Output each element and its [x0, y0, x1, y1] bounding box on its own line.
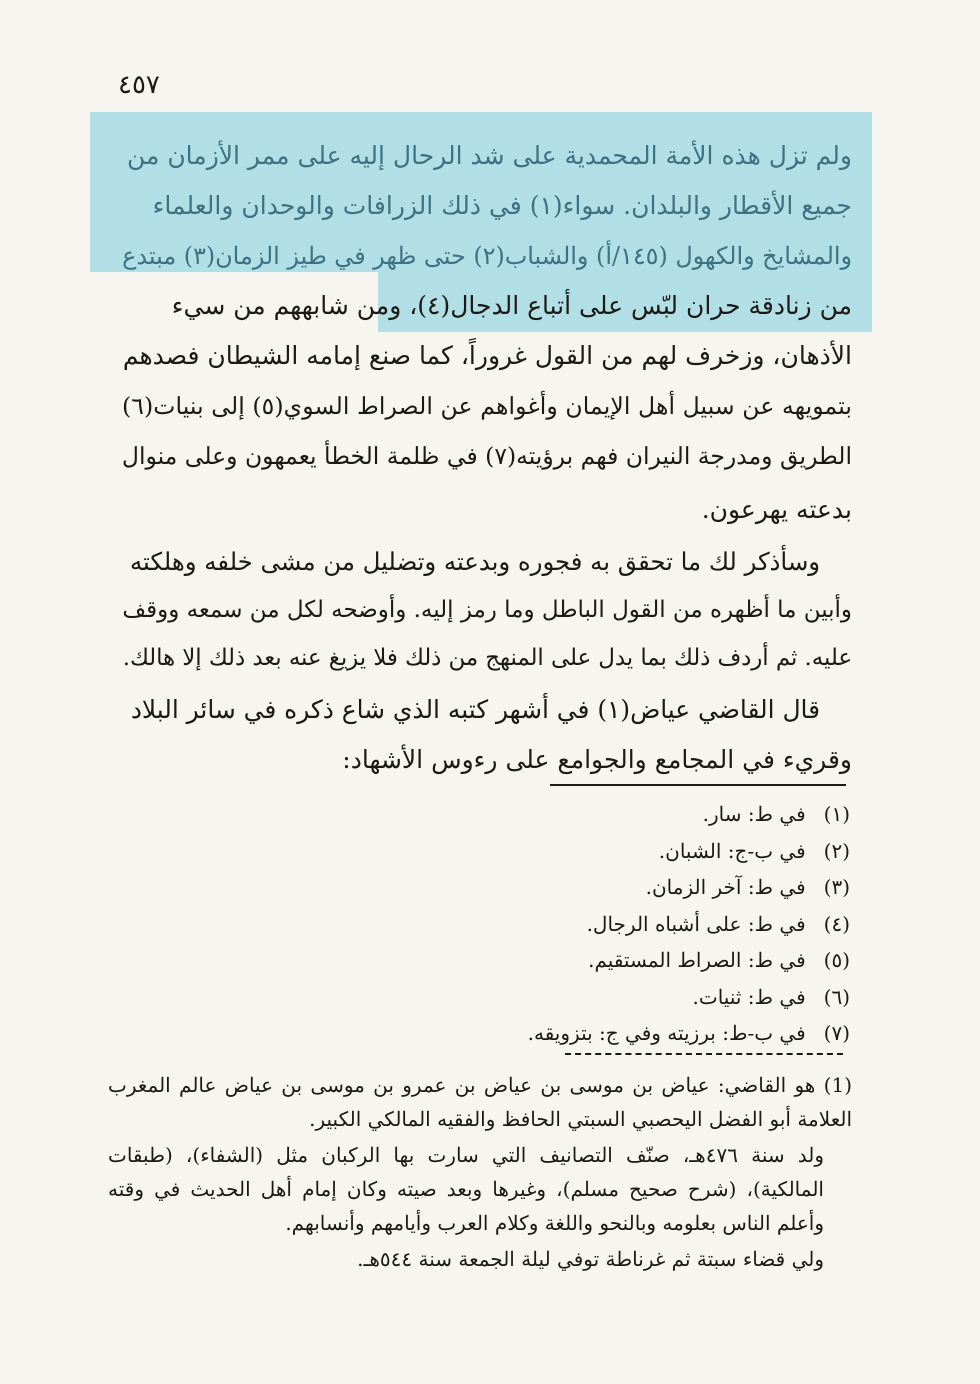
footnote-number: (٧) — [823, 1021, 850, 1045]
footnote-list — [430, 796, 850, 1052]
body-line: الأذهان، وزخرف لهم من القول غروراً، كما صنع إمامه الشيطان فصدهم — [122, 341, 852, 370]
body-line: وأبين ما أظهره من القول الباطل وما رمز إليه. وأوضحه لكل من سمعه ووقف — [122, 597, 852, 623]
footnote-item — [430, 869, 850, 906]
footnote-divider — [565, 1053, 843, 1055]
footnote-item — [430, 1015, 850, 1052]
footnote-number: (٢) — [823, 838, 850, 863]
body-line: بتمويهه عن سبيل أهل الإيمان وأغواهم عن الصراط السوي(٥) إلى بنيات(٦) — [121, 392, 852, 420]
footnote-number: (٤) — [823, 911, 850, 936]
page-number: ٤٥٧ — [118, 70, 160, 100]
footnote-item — [430, 906, 850, 943]
footnote-text: في ط: آخر الزمان. — [645, 875, 806, 899]
bio-paragraph: ولي قضاء سبتة ثم غرناطة توفي ليلة الجمعة سنة ٥٤٤هـ. — [357, 1247, 824, 1271]
footnote-number: (٥) — [823, 948, 850, 972]
footnote-item — [430, 833, 850, 870]
footnote-number: (٣) — [823, 875, 850, 899]
biography-note — [108, 1068, 852, 1278]
body-line: وقريء في المجامع والجوامع على رءوس الأشهاد: — [342, 745, 852, 774]
footnote-item — [430, 796, 850, 833]
quote-underline — [550, 784, 846, 786]
body-line: قال القاضي عياض(١) في أشهر كتبه الذي شاع ذكره في سائر البلاد — [130, 695, 820, 724]
body-line: ولم تزل هذه الأمة المحمدية على شد الرحال إليه على ممر الأزمان من — [126, 141, 852, 170]
footnote-number: (٦) — [823, 984, 850, 1009]
footnote-number: (١) — [823, 802, 850, 826]
footnote-item — [430, 979, 850, 1016]
bio-paragraph: ولد سنة ٤٧٦هـ، صنّف التصانيف التي سارت بها الركبان مثل (الشفاء)، (طبقات المالكية)، (شرح صحيح مسلم)، وغيرها وبعد صيته وكان إمام أهل الحديث في وقته وأعلم الناس بعلومه وبالنحو واللغة وكلام العرب وأيامهم وأنسابهم. — [108, 1143, 824, 1235]
body-line: من زنادقة حران لبّس على أتباع الدجال(٤)، ومن شابههم من سيء — [171, 291, 852, 320]
footnote-text: في ط: ثنيات. — [692, 984, 806, 1009]
footnote-text: في ط: سار. — [702, 802, 806, 826]
bio-paragraph: (1) هو القاضي: عياض بن موسى بن عياض بن عمرو بن موسى بن عياض عالم المغرب العلامة أبو الفضل اليحصبي السبتي الحافظ والفقيه المالكي الكبير. — [108, 1073, 852, 1131]
body-line: والمشايخ والكهول (١٤٥/أ) والشباب(٢) حتى ظهر في طيز الزمان(٣) مبتدع — [122, 242, 852, 270]
footnote-text: في ب-ج: الشبان. — [658, 838, 806, 863]
body-line: جميع الأقطار والبلدان. سواء(١) في ذلك الزرافات والوحدان والعلماء — [152, 191, 852, 220]
body-line: الطريق ومدرجة النيران فهم برؤيته(٧) في ظلمة الخطأ يعمهون وعلى منوال — [121, 442, 852, 470]
footnote-item — [430, 942, 850, 979]
body-line: عليه. ثم أردف ذلك بما يدل على المنهج من ذلك فلا يزيغ عنه بعد ذلك إلا هالك. — [122, 645, 852, 671]
footnote-text: في ب-ط: برزيته وفي ج: بتزويقه. — [527, 1021, 806, 1045]
body-line: وسأذكر لك ما تحقق به فجوره وبدعته وتضليل من مشى خلفه وهلكته — [129, 547, 820, 576]
body-line: بدعته يهرعون. — [701, 495, 852, 524]
footnote-text: في ط: الصراط المستقيم. — [588, 948, 806, 972]
footnote-text: في ط: على أشباه الرجال. — [586, 911, 806, 936]
